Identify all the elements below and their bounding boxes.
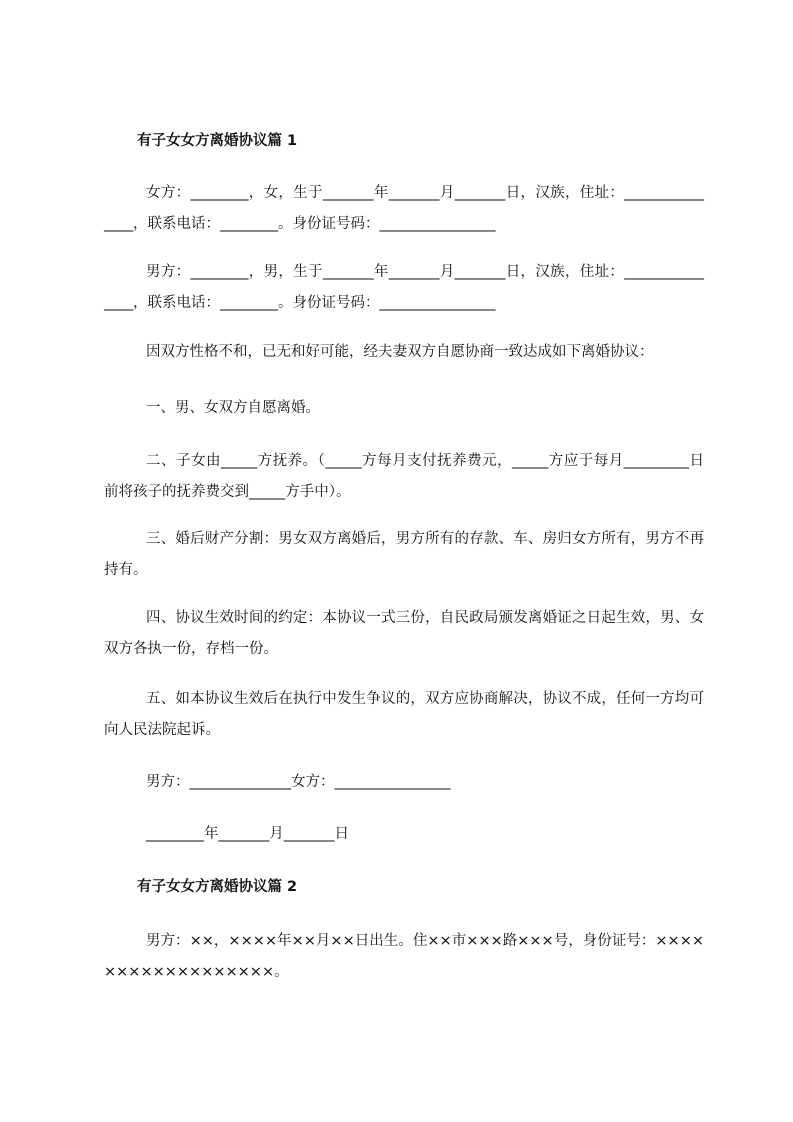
section-1-title: 有子女女方离婚协议篇 1: [137, 133, 298, 149]
clause-5: 五、如本协议生效后在执行中发生争议的，双方应协商解决，协议不成，任何一方均可向人民法院起诉。: [104, 691, 704, 738]
clause-2: 二、子女由_____方抚养。（_____方每月支付抚养费元，_____方应于每月_________日前将孩子的抚养费交到_____方手中）。: [104, 453, 704, 500]
section-2-title: 有子女女方离婚协议篇 2: [137, 879, 298, 895]
female-party-info: 女方：________，女，生于_______年_______月_______日，汉族，住址：_______________，联系电话：________。身份证号码：________________: [104, 185, 704, 232]
male-party-info: 男方：________，男，生于_______年_______月_______日，汉族，住址：_______________，联系电话：________。身份证号码：________________: [104, 264, 704, 311]
date-line: ________年_______月_______日: [146, 826, 349, 842]
clause-4: 四、协议生效时间的约定：本协议一式三份，自民政局颁发离婚证之日起生效，男、女双方各执一份，存档一份。: [104, 610, 704, 657]
section-2-male-info: 男方：××，××××年××月××日出生。住××市×××路×××号，身份证号：××××××××××××××××××。: [104, 933, 704, 980]
clause-1: 一、男、女双方自愿离婚。: [146, 400, 320, 416]
clause-3: 三、婚后财产分割：男女双方离婚后，男方所有的存款、车、房归女方所有，男方不再持有。: [104, 531, 704, 578]
signature-line: 男方：______________女方：________________: [146, 774, 451, 790]
preamble: 因双方性格不和，已无和好可能，经夫妻双方自愿协商一致达成如下离婚协议：: [146, 344, 654, 360]
